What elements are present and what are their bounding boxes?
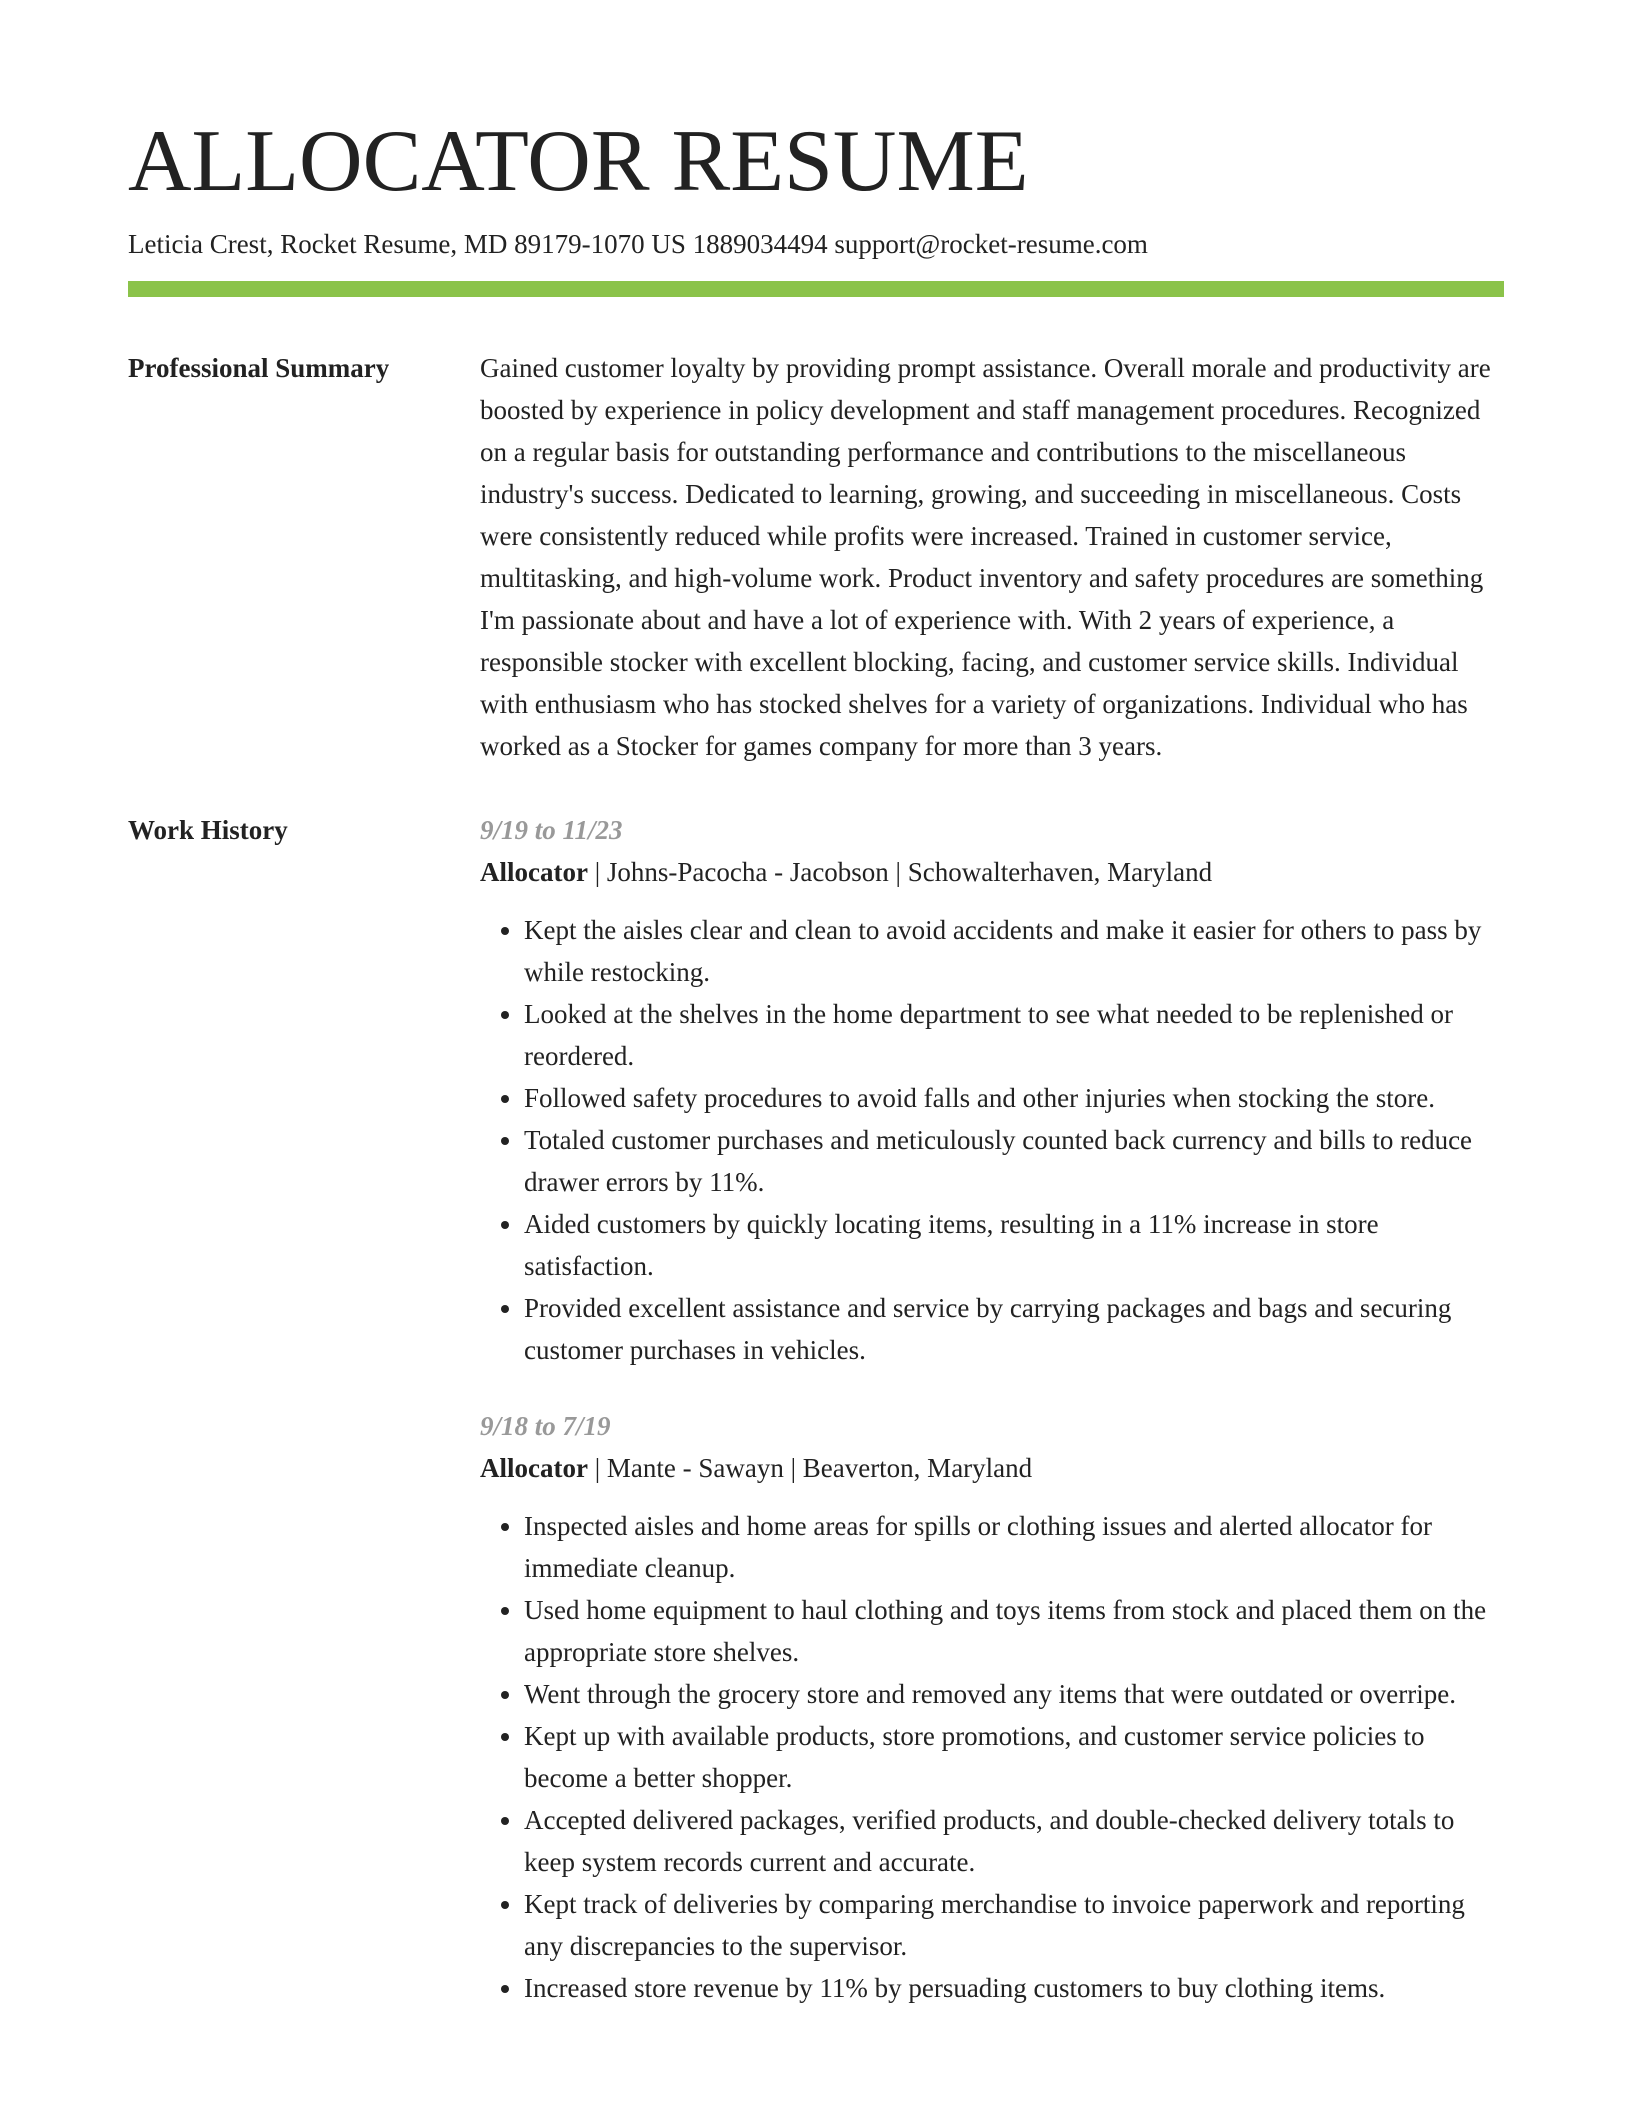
job-bullet: • Kept the aisles clear and clean to avoid accidents and make it easier for others to pass by while restocking. [524, 909, 1504, 993]
job-bullet: • Totaled customer purchases and meticulously counted back currency and bills to reduce drawer errors by 11%. [524, 1119, 1504, 1203]
job-details: | Johns-Pacocha - Jacobson | Schowalterhaven, Maryland [587, 857, 1213, 887]
work-history-body [480, 809, 1504, 2009]
summary-body [480, 347, 1504, 767]
resume-title: ALLOCATOR RESUME [128, 113, 1029, 210]
job-details: | Mante - Sawayn | Beaverton, Maryland [587, 1453, 1033, 1483]
job-bullet: • Increased store revenue by 11% by persuading customers to buy clothing items. [524, 1967, 1504, 2009]
job-entry [480, 1405, 1504, 2009]
summary-label: Professional Summary [128, 353, 390, 383]
summary-section [128, 347, 1504, 767]
job-dates: 9/19 to 11/23 [480, 815, 623, 845]
job-bullet-list [480, 909, 1504, 1371]
job-bullet: • Kept up with available products, store promotions, and customer service policies to become a better shopper. [524, 1715, 1504, 1799]
job-bullet: • Inspected aisles and home areas for spills or clothing issues and alerted allocator for immediate cleanup. [524, 1505, 1504, 1589]
job-bullet: • Followed safety procedures to avoid falls and other injuries when stocking the store. [524, 1077, 1504, 1119]
job-bullet: • Looked at the shelves in the home department to see what needed to be replenished or reordered. [524, 993, 1504, 1077]
job-heading [480, 1447, 1504, 1489]
job-bullet: • Used home equipment to haul clothing and toys items from stock and placed them on the appropriate store shelves. [524, 1589, 1504, 1673]
job-dates: 9/18 to 7/19 [480, 1411, 611, 1441]
job-bullet: • Provided excellent assistance and service by carrying packages and bags and securing customer purchases in vehicles. [524, 1287, 1504, 1371]
job-title: Allocator [480, 1453, 588, 1483]
resume-page [128, 113, 1504, 2009]
job-bullet-list [480, 1505, 1504, 2009]
job-heading [480, 851, 1504, 893]
job-bullet: • Kept track of deliveries by comparing merchandise to invoice paperwork and reporting any discrepancies to the supervisor. [524, 1883, 1504, 1967]
job-title: Allocator [480, 857, 588, 887]
contact-line: Leticia Crest, Rocket Resume, MD 89179-1070 US 1889034494 support@rocket-resume.com [128, 229, 1148, 259]
job-bullet: • Aided customers by quickly locating items, resulting in a 11% increase in store satisfaction. [524, 1203, 1504, 1287]
work-history-label: Work History [128, 815, 288, 845]
work-history-section [128, 809, 1504, 2009]
summary-text: Gained customer loyalty by providing prompt assistance. Overall morale and productivity are boosted by experience in policy development and staff management procedures. Recognized on a regular basis for outstanding performance and contributions to the miscellaneous industry's success. Dedicated to learning, growing, and succeeding in miscellaneous. Costs were consistently reduced while profits were increased. Trained in customer service, multitasking, and high-volume work. Product inventory and safety procedures are something I'm passionate about and have a lot of experience with. With 2 years of experience, a responsible stocker with excellent blocking, facing, and customer service skills. Individual with enthusiasm who has stocked shelves for a variety of organizations. Individual who has worked as a Stocker for games company for more than 3 years. [480, 353, 1491, 761]
job-entry [480, 809, 1504, 1371]
header-accent-rule [128, 281, 1504, 297]
job-bullet: • Accepted delivered packages, verified products, and double-checked delivery totals to keep system records current and accurate. [524, 1799, 1504, 1883]
job-bullet: • Went through the grocery store and removed any items that were outdated or overripe. [524, 1673, 1504, 1715]
